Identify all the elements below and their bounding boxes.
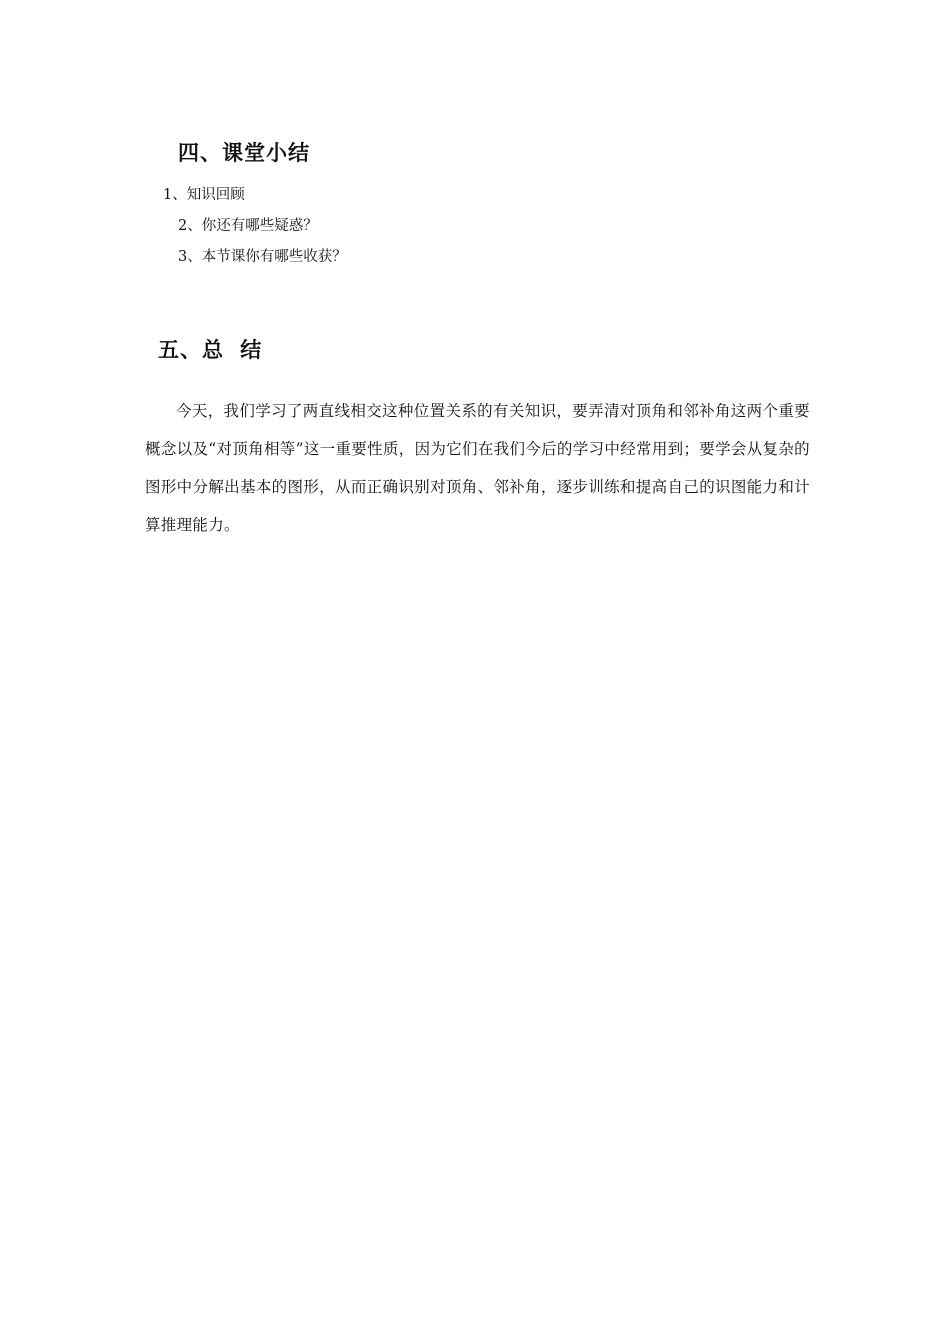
list-item-questions: 2、你还有哪些疑惑？ [178, 218, 318, 234]
list-item-gains: 3、本节课你有哪些收获？ [178, 249, 347, 265]
summary-paragraph: 今天，我们学习了两直线相交这种位置关系的有关知识，要弄清对顶角和邻补角这两个重要概念以及“对顶角相等”这一重要性质，因为它们在我们今后的学习中经常用到；要学会从复杂的图形中分解出基本的图形，从而正确识别对顶角、邻补角，逐步训练和提高自己的识图能力和计算推理能力。 [145, 402, 810, 534]
section-heading-summary: 五、总 结 [158, 338, 263, 362]
section-heading-class-summary: 四、课堂小结 [178, 141, 310, 165]
list-item-knowledge-review: 1、知识回顾 [163, 187, 245, 203]
